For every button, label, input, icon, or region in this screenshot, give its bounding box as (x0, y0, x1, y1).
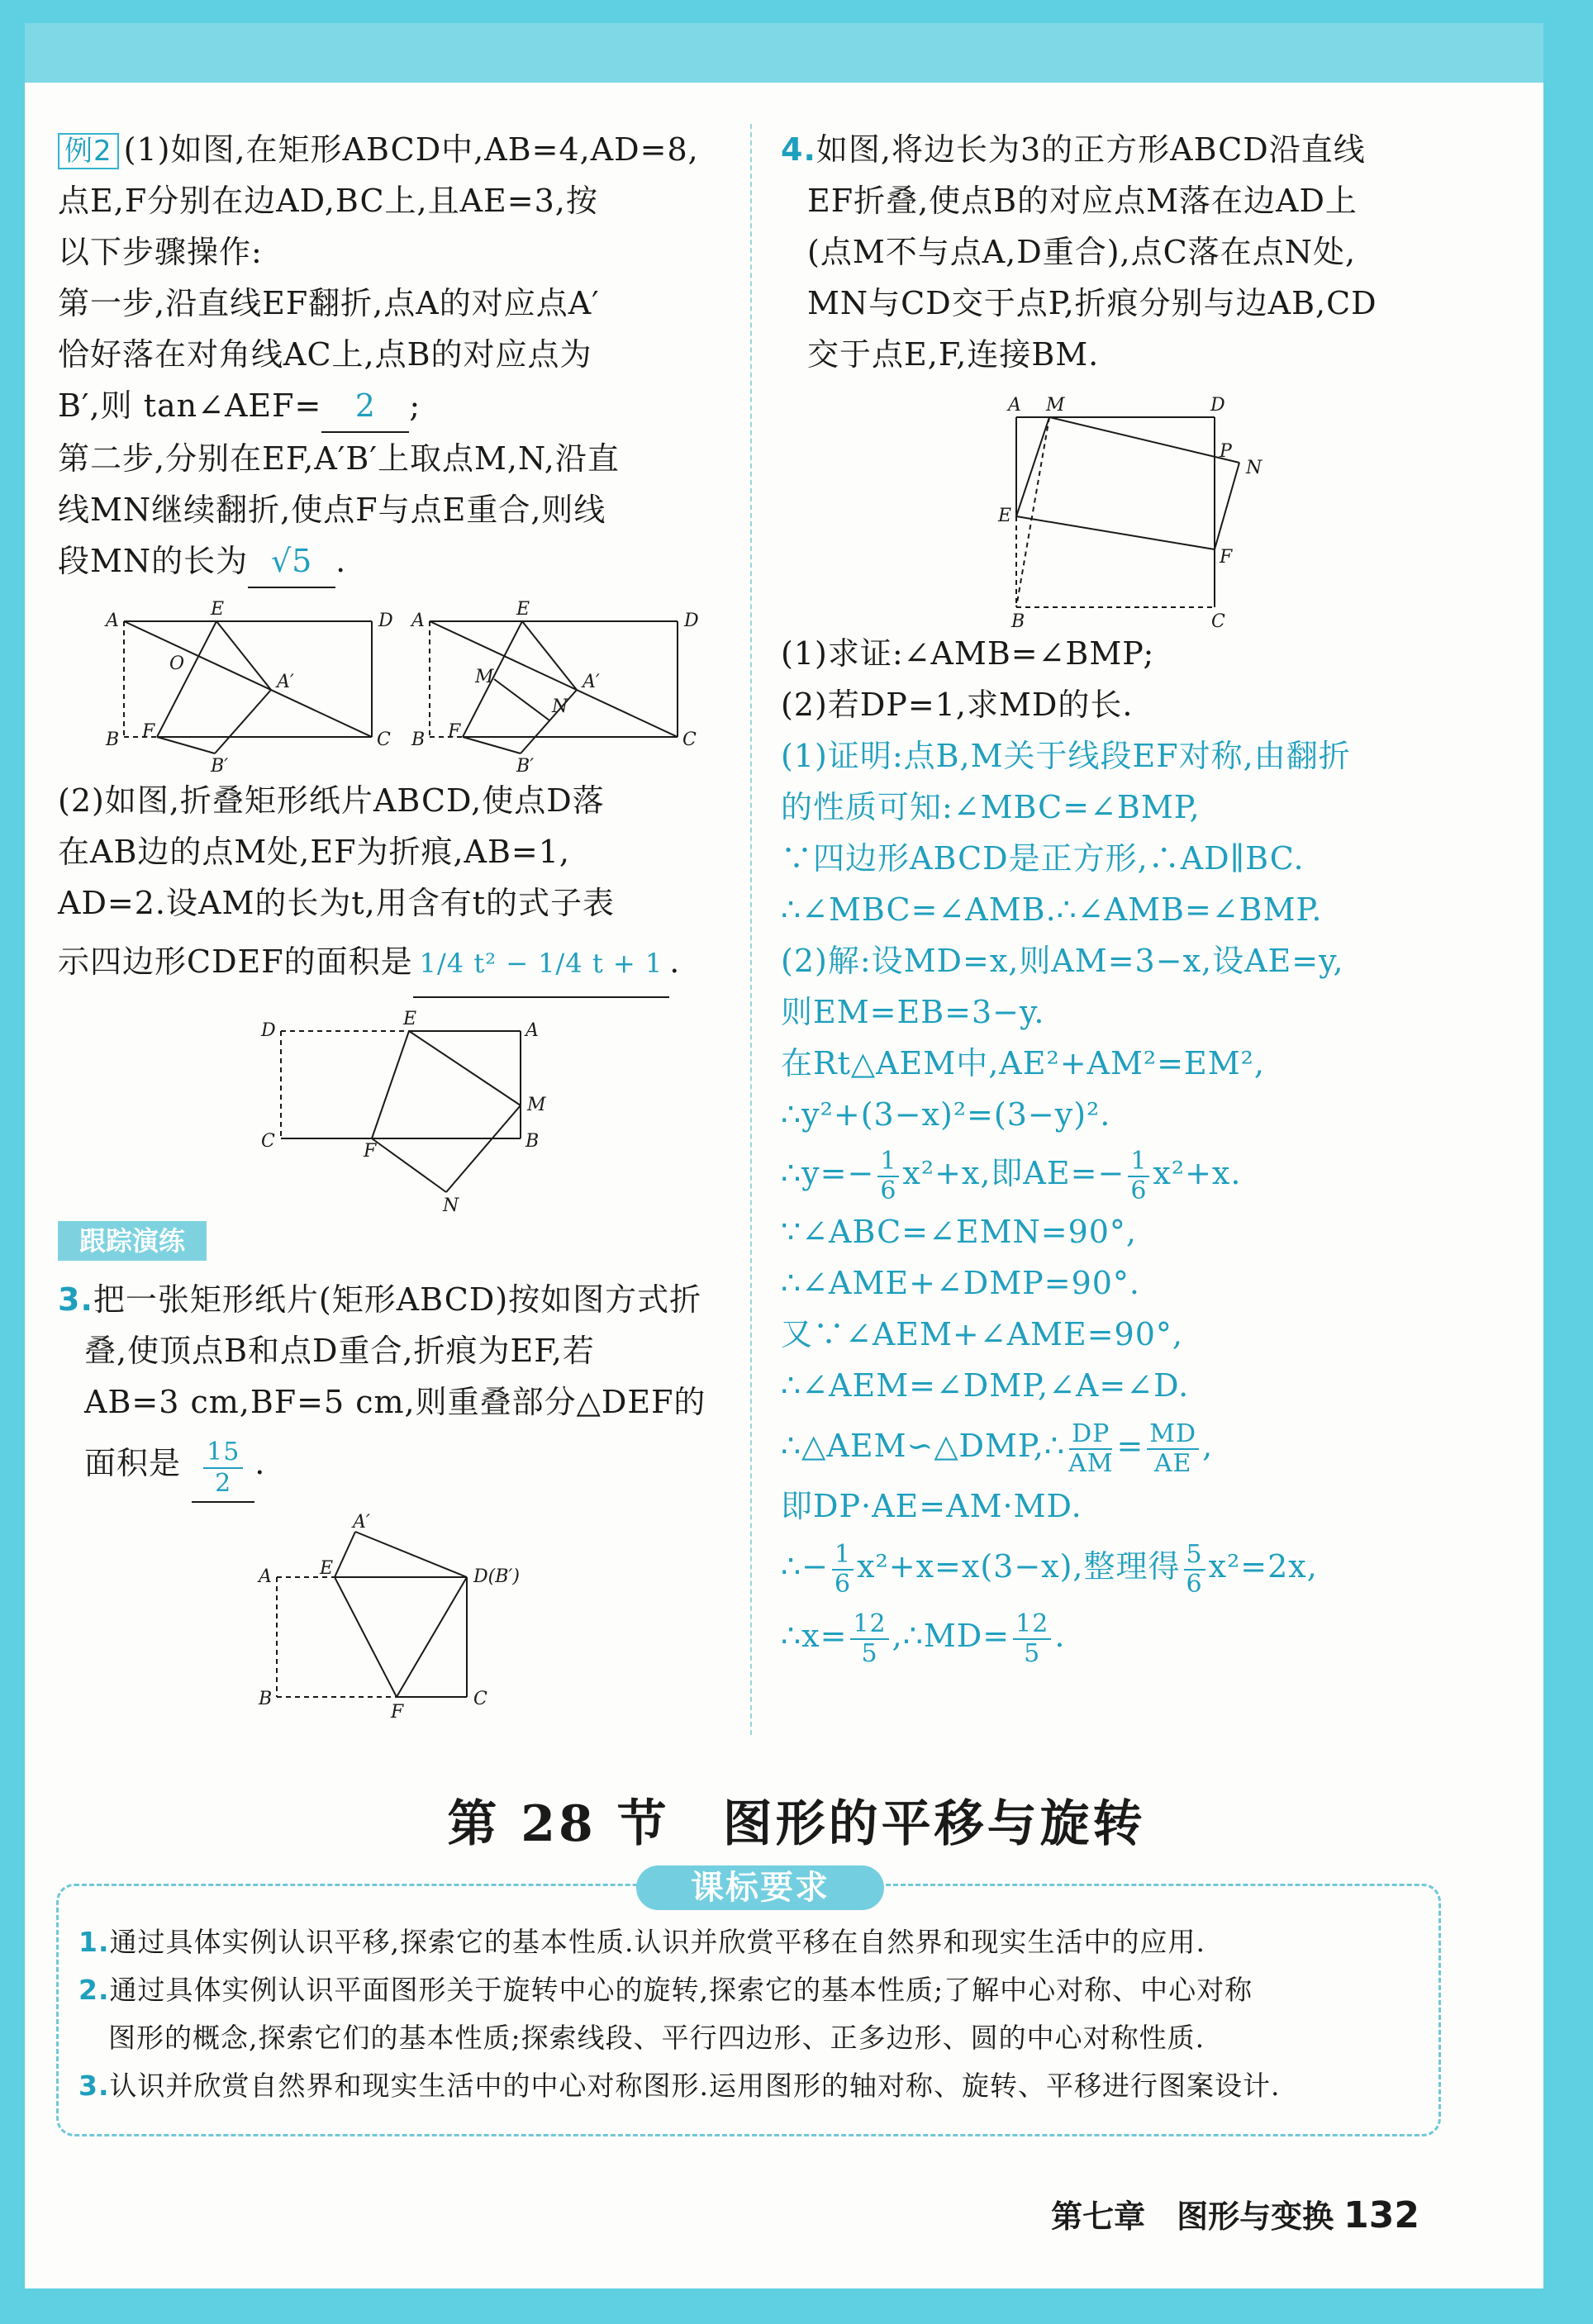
sol-line: ∴y²+(3−x)²=(3−y)². (781, 1096, 1111, 1133)
svg-text:C: C (473, 1688, 487, 1709)
column-divider (750, 124, 752, 1735)
svg-text:N: N (552, 696, 568, 717)
example2-line2: 点E,F分别在边AD,BC上,且AE=3,按 (58, 183, 598, 219)
q4-number: 4. (781, 131, 816, 168)
svg-text:D: D (261, 1020, 276, 1041)
q4-line3: (点M不与点A,D重合),点C落在点N处, (807, 234, 1357, 270)
right-column (781, 124, 1467, 1671)
svg-text:B′: B′ (516, 756, 535, 777)
svg-text:F: F (142, 721, 155, 742)
svg-text:D: D (684, 611, 699, 631)
svg-text:E: E (403, 1009, 417, 1029)
q3-line1: 3.把一张矩形纸片(矩形ABCD)按如图方式折 (58, 1281, 702, 1318)
requirement-item: 2.通过具体实例认识平面图形关于旋转中心的旋转,探索它的基本性质;了解中心对称、中心对称 (78, 1974, 1253, 2006)
example-tag: 例2 (58, 133, 119, 169)
example2-line7: 第二步,分别在EF,A′B′上取点M,N,沿直 (58, 440, 620, 477)
svg-text:B′: B′ (211, 756, 229, 777)
chapter-label: 第七章 图形与变换 (1051, 2198, 1334, 2235)
svg-text:E: E (211, 599, 225, 620)
svg-text:D: D (1210, 395, 1225, 416)
svg-text:D: D (378, 611, 393, 631)
requirements-title: 课标要求 (636, 1865, 884, 1910)
example2-line6: B′,则 tan∠AEF= 2 ; (58, 380, 744, 433)
track-practice-label: 跟踪演练 (58, 1221, 207, 1261)
svg-text:E: E (320, 1557, 334, 1579)
section-title: 第 28 节 图形的平移与旋转 (447, 1795, 1146, 1853)
sol-line: ∴∠AEM=∠DMP,∠A=∠D. (781, 1367, 1190, 1404)
requirements-list (78, 1918, 1417, 2110)
sol-line: 在Rt△AEM中,AE²+AM²=EM², (781, 1045, 1265, 1081)
example2-line8: 线MN继续翻折,使点F与点E重合,则线 (58, 492, 606, 528)
sol-line: ∴∠AME+∠DMP=90°. (781, 1265, 1141, 1301)
q4-figure (781, 380, 1467, 632)
q4-sub2: (2)若DP=1,求MD的长. (781, 687, 1134, 723)
svg-text:C: C (682, 730, 697, 750)
answer-tan: 2 (321, 380, 409, 433)
q3-line4: 面积是 $\frac{15}{2}$ . (58, 1428, 744, 1503)
svg-text:M: M (475, 667, 494, 687)
figure-1 (104, 599, 393, 777)
svg-text:B: B (259, 1688, 273, 1709)
svg-text:B: B (525, 1131, 540, 1152)
page-footer (1051, 2191, 1419, 2236)
svg-text:F: F (364, 1141, 377, 1162)
example2-line9: 段MN的长为 √5 . (58, 535, 744, 588)
svg-text:A′: A′ (353, 1511, 370, 1533)
sol-line: ∴∠MBC=∠AMB.∴∠AMB=∠BMP. (781, 891, 1323, 928)
sol-line: 即DP·AE=AM·MD. (781, 1488, 1082, 1524)
q4-solution (781, 730, 1467, 1671)
svg-text:M: M (1046, 395, 1065, 416)
requirement-item: 图形的概念,探索它们的基本性质;探索线段、平行四边形、正多边形、圆的中心对称性质. (108, 2022, 1205, 2054)
svg-text:A: A (259, 1566, 272, 1587)
answer-area: 1/4 t² − 1/4 t + 1 (413, 930, 670, 998)
sol-line: (1)证明:点B,M关于线段EF对称,由翻折 (781, 738, 1351, 774)
svg-text:O: O (169, 653, 185, 674)
sol-line: 则EM=EB=3−y. (781, 994, 1045, 1030)
svg-text:C: C (261, 1131, 275, 1152)
figure-2 (410, 599, 699, 777)
svg-text:N: N (443, 1195, 459, 1216)
svg-text:P: P (1220, 441, 1232, 462)
answer-mn: √5 (248, 535, 335, 588)
example2-part2-line3: AD=2.设AM的长为t,用含有t的式子表 (58, 885, 615, 921)
svg-text:A′: A′ (277, 672, 294, 692)
svg-text:A′: A′ (583, 672, 600, 692)
sol-line: (2)解:设MD=x,则AM=3−x,设AE=y, (781, 943, 1344, 979)
left-column (58, 124, 744, 1726)
sol-line-eq: ∴− $\frac{1}{6}$ x²+x=x(3−x),整理得 $\frac{5}{6}$ x²=2x, (781, 1539, 1318, 1599)
svg-text:A: A (1008, 395, 1021, 416)
svg-text:D(B′): D(B′) (473, 1566, 520, 1587)
sol-line: 又∵∠AEM+∠AME=90°, (781, 1316, 1183, 1352)
svg-text:F: F (1220, 547, 1233, 568)
svg-text:A: A (525, 1020, 539, 1041)
sol-line-final: ∴x= $\frac{12}{5}$ ,∴MD= $\frac{12}{5}$ . (781, 1609, 1066, 1668)
example2-figures-1-2 (58, 596, 719, 777)
q4-line1: 4.如图,将边长为3的正方形ABCD沿直线 (781, 131, 1366, 168)
example2-part2-line1: (2)如图,折叠矩形纸片ABCD,使点D落 (58, 782, 605, 819)
svg-text:C: C (377, 730, 391, 750)
example2-line3: 以下步骤操作: (58, 234, 263, 270)
example2-figure-3 (58, 998, 719, 1216)
sol-line-y: ∴y=− $\frac{1}{6}$ x²+x,即AE=− $\frac{1}{6}$ x²+x. (781, 1146, 1242, 1205)
example2-part2-line4: 示四边形CDEF的面积是 1/4 t² − 1/4 t + 1 . (58, 929, 744, 998)
q3-figure (58, 1503, 719, 1726)
example2-line5: 恰好落在对角线AC上,点B的对应点为 (58, 336, 592, 373)
svg-text:F: F (391, 1701, 404, 1723)
example2-line4: 第一步,沿直线EF翻折,点A的对应点A′ (58, 285, 600, 321)
svg-text:B: B (1011, 611, 1025, 632)
sol-line: 的性质可知:∠MBC=∠BMP, (781, 789, 1201, 825)
svg-text:A: A (106, 611, 119, 631)
svg-text:M: M (527, 1095, 546, 1115)
q4-line2: EF折叠,使点B的对应点M落在边AD上 (807, 183, 1358, 219)
answer-q3: $\frac{15}{2}$ (203, 1438, 243, 1499)
top-band (25, 23, 1543, 83)
svg-text:B: B (106, 730, 120, 750)
q3-number: 3. (58, 1281, 93, 1318)
sol-line: ∵四边形ABCD是正方形,∴AD∥BC. (781, 840, 1305, 877)
q4-line4: MN与CD交于点P,折痕分别与边AB,CD (807, 285, 1377, 321)
svg-text:N: N (1246, 458, 1263, 478)
svg-text:B: B (411, 730, 426, 750)
requirement-item: 3.认识并欣赏自然界和现实生活中的中心对称图形.运用图形的轴对称、旋转、平移进行图案设计. (78, 2070, 1281, 2102)
svg-text:A: A (411, 611, 425, 631)
svg-text:E: E (516, 599, 530, 620)
q4-sub1: (1)求证:∠AMB=∠BMP; (781, 635, 1155, 672)
svg-text:F: F (448, 721, 461, 742)
svg-text:E: E (998, 506, 1012, 526)
example2-line1: 例2 (1)如图,在矩形ABCD中,AB=4,AD=8, (58, 124, 744, 175)
q4-line5: 交于点E,F,连接BM. (807, 336, 1100, 373)
sol-line-similar: ∴△AEM∽△DMP,∴ $\frac{DP}{AM}$ = $\frac{MD}{AE}$ , (781, 1419, 1214, 1478)
sol-line: ∵∠ABC=∠EMN=90°, (781, 1214, 1138, 1250)
q3-line2: 叠,使顶点B和点D重合,折痕为EF,若 (84, 1333, 595, 1369)
svg-text:C: C (1211, 611, 1225, 632)
page-number: 132 (1343, 2194, 1419, 2236)
requirement-item: 1.通过具体实例认识平移,探索它的基本性质.认识并欣赏平移在自然界和现实生活中的应用. (78, 1926, 1205, 1958)
q3-line3: AB=3 cm,BF=5 cm,则重叠部分△DEF的 (84, 1384, 706, 1420)
example2-part2-line2: 在AB边的点M处,EF为折痕,AB=1, (58, 834, 571, 870)
